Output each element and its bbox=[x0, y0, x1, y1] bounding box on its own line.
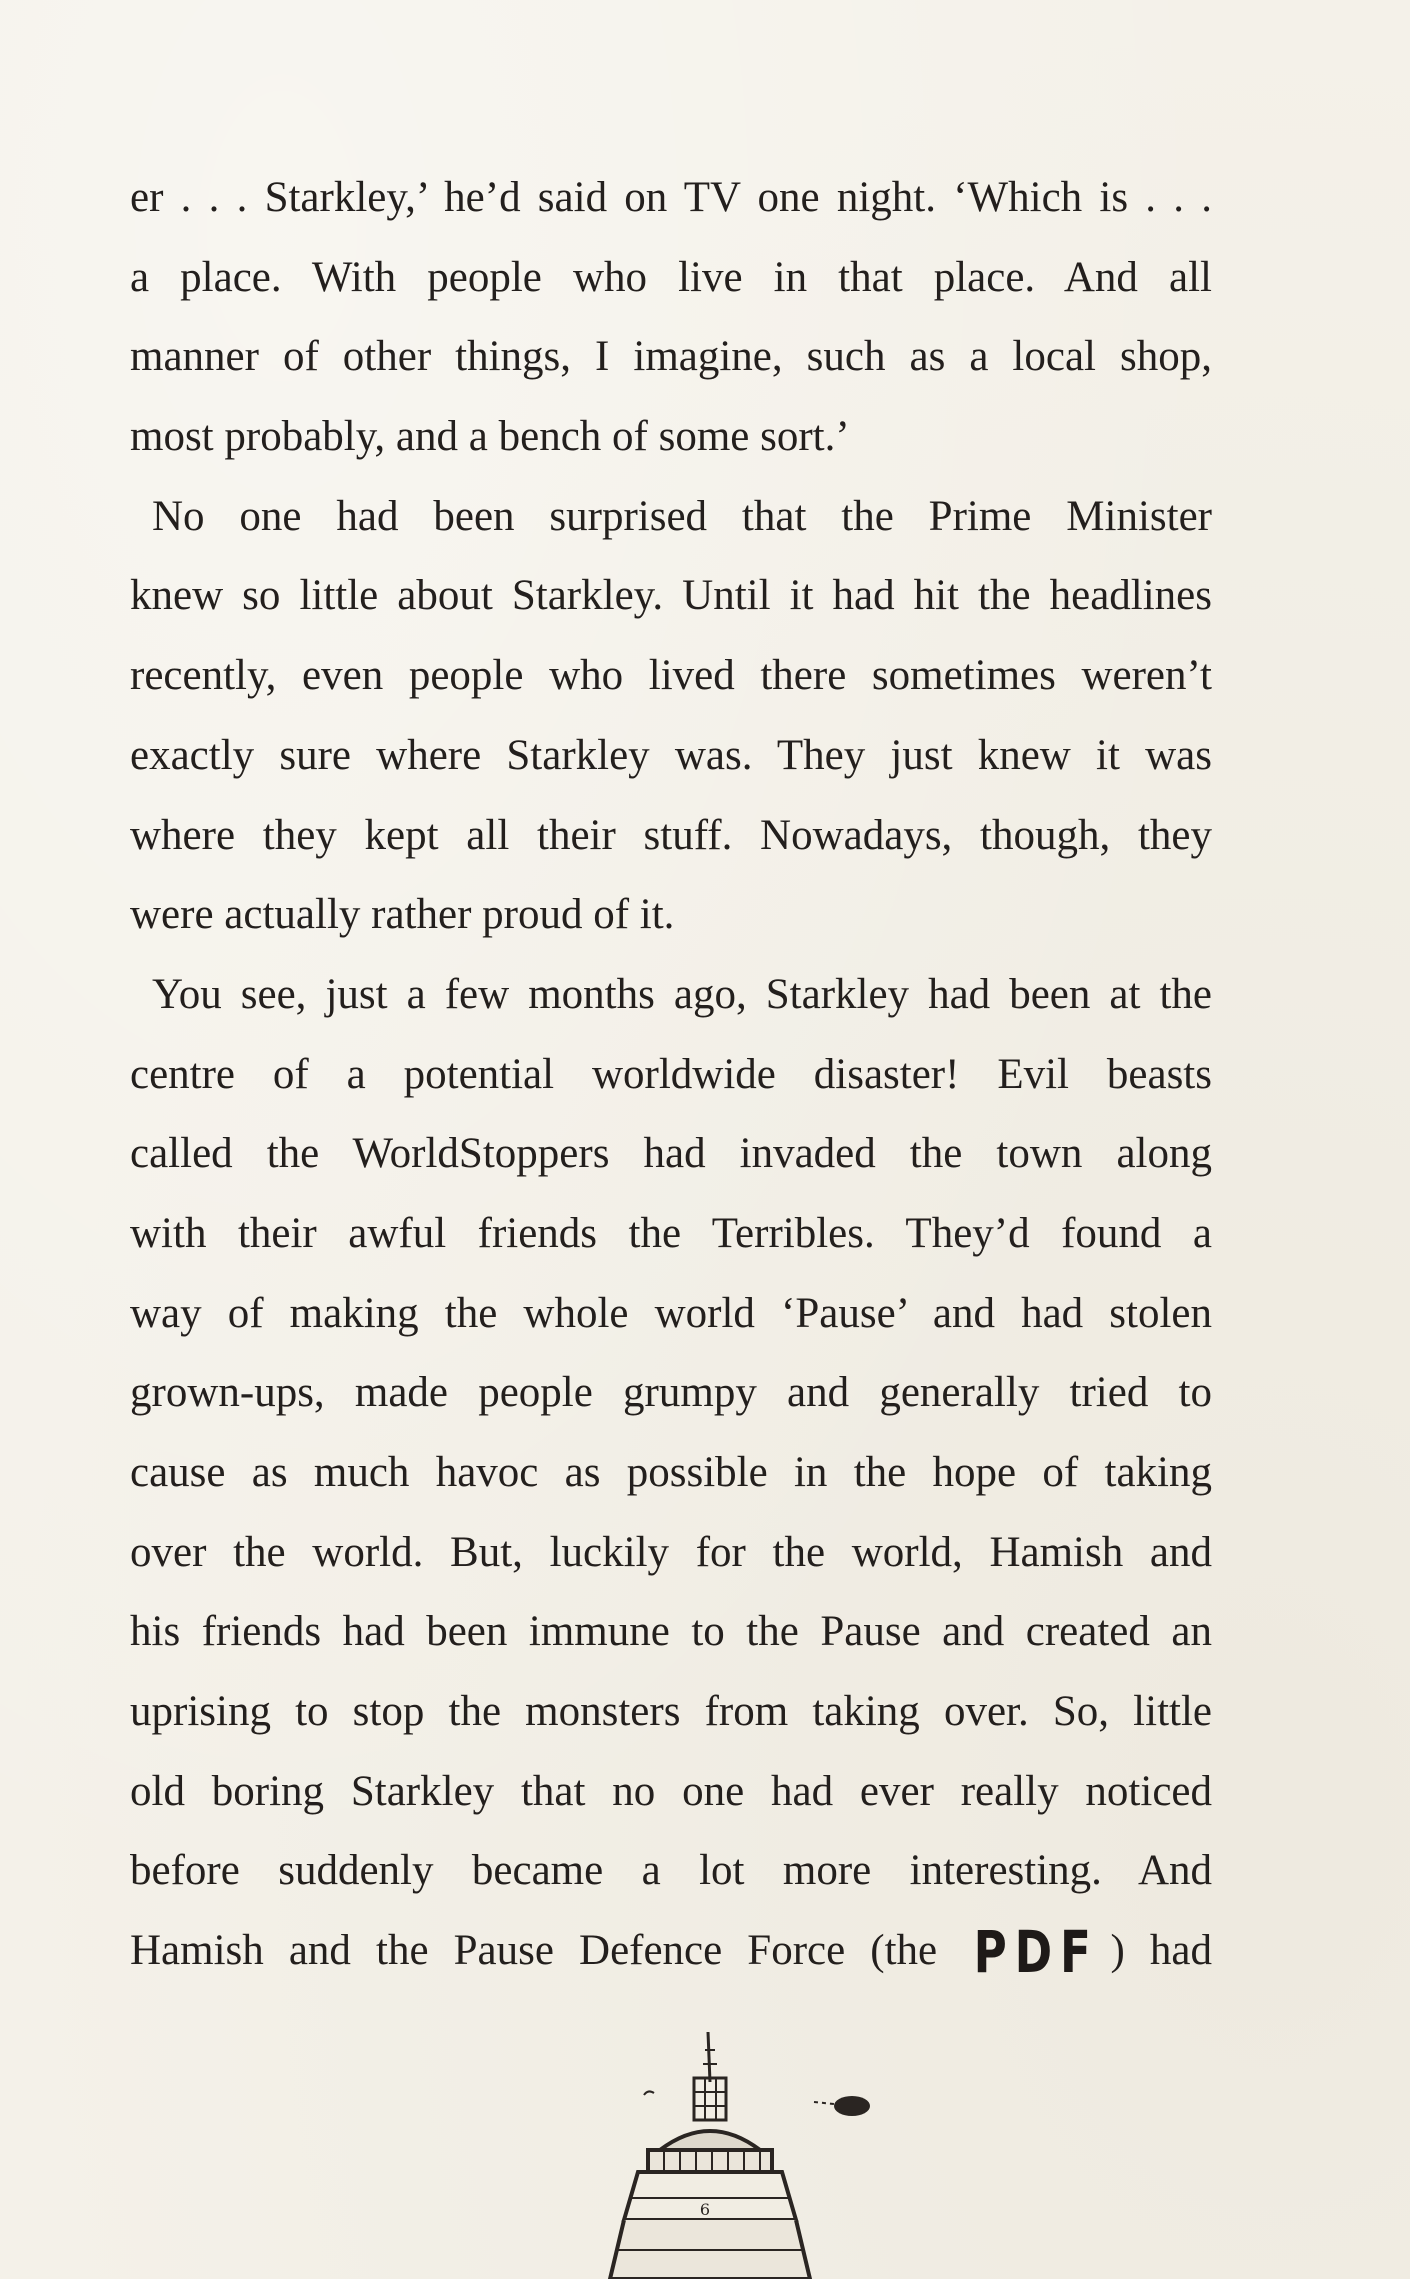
text-line: centre of a potential worldwide disaster! Evil beasts bbox=[130, 1050, 1212, 1098]
text-line: er . . . Starkley,’ he’d said on TV one night. ‘Which is . . . bbox=[130, 174, 1212, 221]
text-fragment: ) had bbox=[1110, 1927, 1212, 1975]
text-line: where they kept all their stuff. Nowadays, though, they bbox=[130, 811, 1212, 859]
text-line: before suddenly became a lot more interesting. And bbox=[130, 1847, 1212, 1895]
text-line: exactly sure where Starkley was. They just knew it was bbox=[130, 731, 1212, 779]
text-line: called the WorldStoppers had invaded the town along bbox=[130, 1130, 1212, 1178]
text-line: uprising to stop the monsters from taking over. So, little bbox=[130, 1688, 1212, 1736]
text-line: his friends had been immune to the Pause and created an bbox=[130, 1608, 1212, 1656]
pdf-logo: PDF bbox=[973, 1918, 1099, 1987]
text-line-with-logo bbox=[130, 1911, 1212, 1991]
text-line: cause as much havoc as possible in the hope of taking bbox=[130, 1449, 1212, 1496]
text-line: a place. With people who live in that place. And all bbox=[130, 253, 1212, 301]
text-line: grown-ups, made people grumpy and generally tried to bbox=[130, 1369, 1212, 1417]
text-line: way of making the whole world ‘Pause’ and had stolen bbox=[130, 1289, 1212, 1337]
text-line: You see, just a few months ago, Starkley had been at the bbox=[152, 970, 1212, 1018]
text-line: old boring Starkley that no one had ever really noticed bbox=[130, 1767, 1212, 1815]
page-number: 6 bbox=[699, 2200, 711, 2219]
body-text bbox=[130, 158, 1212, 1991]
text-line: over the world. But, luckily for the world, Hamish and bbox=[130, 1528, 1212, 1576]
text-line: most probably, and a bench of some sort.’ bbox=[130, 413, 850, 461]
text-line: manner of other things, I imagine, such as a local shop, bbox=[130, 333, 1212, 381]
text-line: No one had been surprised that the Prime Minister bbox=[152, 492, 1212, 540]
text-line: with their awful friends the Terribles. They’d found a bbox=[130, 1209, 1212, 1257]
text-line: recently, even people who lived there sometimes weren’t bbox=[130, 652, 1212, 700]
text-line: were actually rather proud of it. bbox=[130, 891, 675, 939]
text-line: knew so little about Starkley. Until it had hit the headlines bbox=[130, 572, 1212, 620]
text-fragment: Hamish and the Pause Defence Force (the bbox=[130, 1927, 938, 1975]
tower-top-illustration bbox=[560, 2020, 920, 2279]
